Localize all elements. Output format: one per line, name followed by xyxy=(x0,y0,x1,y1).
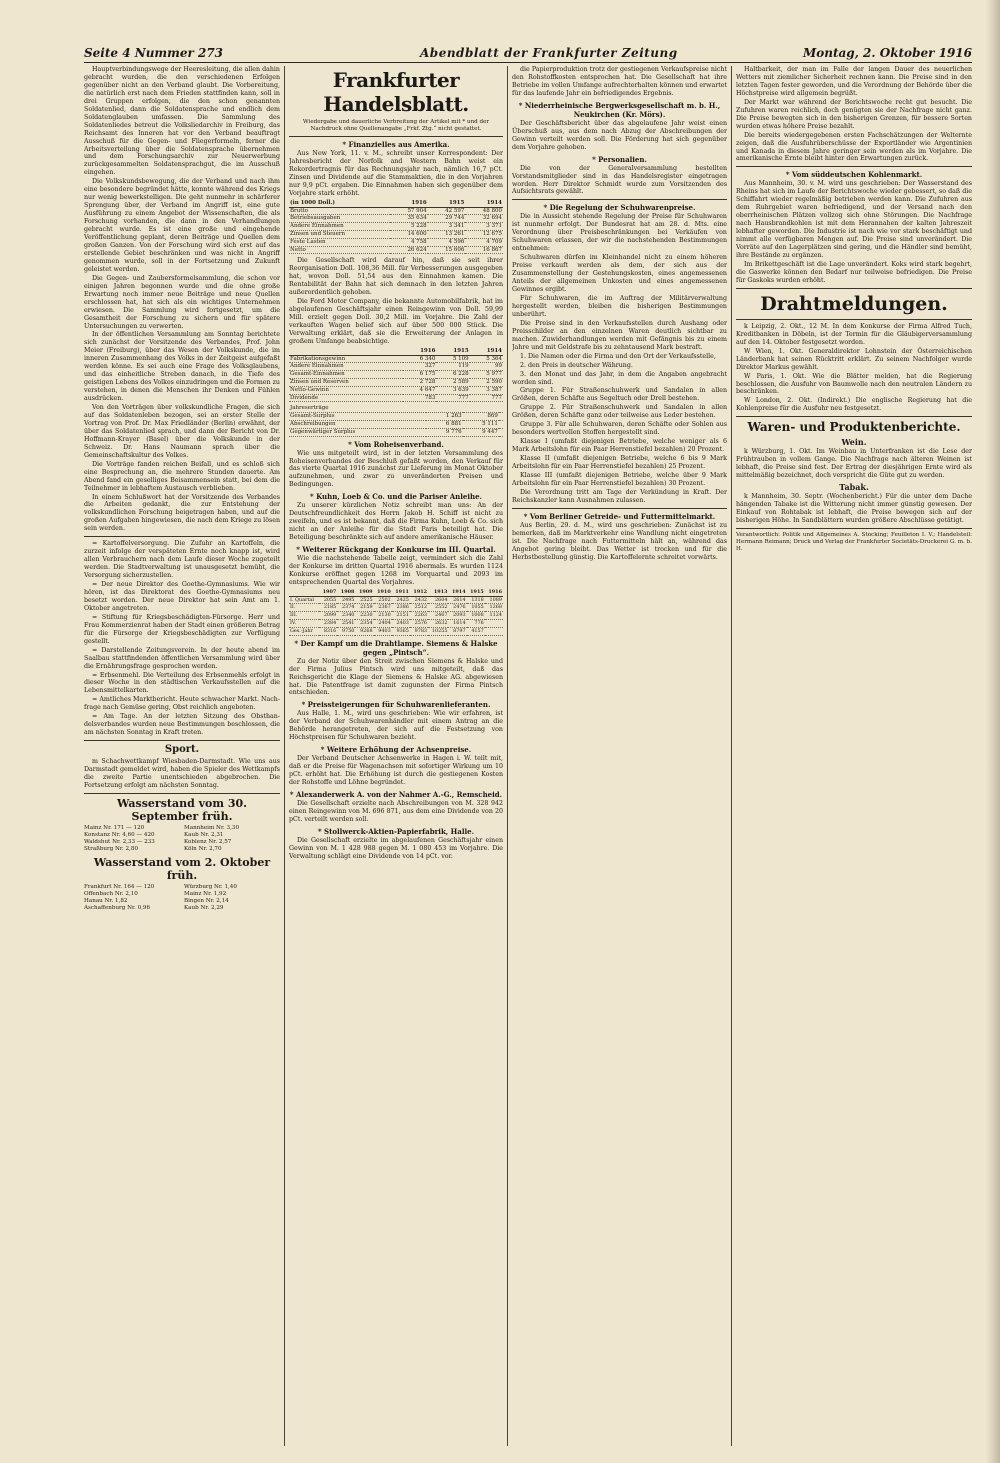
table-cell: 10255 xyxy=(428,627,448,635)
table-header-cell: 1911 xyxy=(392,589,410,596)
wire-report: k Leipzig, 2. Okt., 12 M. In dem Konkurse der Firma Alfred Tuch, Kreditbanken in Döbeln, ist der Termin für die Gläubigerversammlung auf den 14. Oktober festgesetzt worden. xyxy=(736,322,972,346)
article-title: * Vom Roheisenverband. xyxy=(348,439,444,449)
table-cell: 3 639 xyxy=(436,386,469,394)
table-cell: 777 xyxy=(436,394,469,402)
table-header-cell: 1913 xyxy=(428,589,448,596)
table-cell: II. xyxy=(289,604,319,612)
divider xyxy=(736,166,972,167)
table-row xyxy=(289,386,503,394)
scan-edge-shadow xyxy=(986,0,1000,1463)
article-title: * Personalien. xyxy=(592,154,647,164)
table-cell: Gegenwärtiger Surplus xyxy=(289,428,426,436)
water-row: Koblenz Nr. 2,57 xyxy=(184,838,232,845)
table-cell: 2159 xyxy=(355,604,373,612)
article-text: die Papierproduktion trotz der gestiegenen Verkaufspreise nicht den Rohstoffkosten entsprochen hat. Die Gesellschaft hat ihre Betriebe im vollen Umfange aufrechterhalten können und erwartet für das laufende Jahr ein befriedigendes Ergebnis. xyxy=(512,66,727,97)
table-cell: 4 758 xyxy=(390,238,428,246)
table-cell: 2632 xyxy=(428,620,448,628)
article-text: Die von der Generalversammlung bestellten Vorstandsmitglieder sind in das Handelsregister eingetragen worden. Herr Direktor Schmidt wurde zum Vorsitzenden des Aufsichtsrats gewählt. xyxy=(512,164,727,196)
local-note: = Stiftung für Kriegsbeschädigten-Fürsorge. Herr und Frau Kommerzienrat haben der Stadt einen größeren Betrag für die Fürsorge der Kriegsbeschädigten zur Verfügung gestellt. xyxy=(84,613,280,645)
table-cell: 57 904 xyxy=(390,207,428,215)
table-cell: I. Quartal xyxy=(289,596,319,604)
table-cell: 9365 xyxy=(392,627,410,635)
table-cell xyxy=(499,413,503,421)
table-cell: 2185 xyxy=(319,604,337,612)
water-row: Aschaffenburg Nr. 0,96 xyxy=(84,904,151,911)
col1-paragraph: Die Volkskundsbewegung, die der Verband und nach ihm eine besondere begründet hätte, konnte während des Kriegs nur wenig bewerkstelligen. Die geht nunmehr in schärferer Sprengung über, der Verband im Angriff ist, eine gute Ausführung zu einem Angebot der Wissenschaften, die als Forschung vorhanden, die dann in den Verhandlungen gebracht wurde. Es ist eine große und eingehende Veröffentlichung geplant, deren Beiträge und Quellen dem großen Ganzen. Von der Forschung wird sich erst auf das erstellende Gebiet beschränken und was nicht in Angriff genommen wurde, soll in der Fortsetzung und Zukunft geleistet werden. xyxy=(84,178,280,273)
subsection-wein: Wein. xyxy=(841,437,867,448)
table-cell: 119 xyxy=(436,363,469,371)
divider xyxy=(84,740,280,741)
table-cell: 5 977 xyxy=(470,371,503,379)
water-row: Konstanz Nr. 4,60 — 420 xyxy=(84,831,155,838)
subsection-tabak: Tabak. xyxy=(839,482,869,493)
market-report: k Mannheim, 30. Septr. (Wochenbericht.) Für die unter dem Dache hängenden Tabake ist die Witterung nicht immer günstig gewesen. Der Einkauf von Rohtabak ist lebhaft, die Preise bewegen sich auf der bisherigen Höhe. In Sandblättern wurden größere Abschlüsse getätigt. xyxy=(736,493,972,524)
table-row xyxy=(289,215,503,223)
table-header-cell: 1907 xyxy=(319,589,337,596)
article-text: Die Gesellschaft erzielte im abgelaufenen Geschäftsjahr einen Gewinn von M. 1 428 988 gegen M. 1 080 453 im Vorjahre. Die Verwaltung schlägt eine Dividende von 14 pCt. vor. xyxy=(289,836,503,860)
regulation-item: Klasse II (umfaßt diejenigen Betriebe, welche 6 bis 9 Mark Arbeitslohn für ein Paar Herrenstiefel bezahlen) 25 Prozent. xyxy=(512,455,727,471)
divider xyxy=(736,288,972,289)
table-cell: 15 606 xyxy=(428,246,466,254)
table-cell: 2541 xyxy=(337,620,355,628)
divider xyxy=(512,199,727,200)
table-header-cell: 1915 xyxy=(467,589,485,596)
table-cell: Zinsen und Steuern xyxy=(289,230,390,238)
wire-report: W London, 2. Okt. (Indirekt.) Die englische Regierung hat die Kohlenpreise für die Ausfuhr neu festgesetzt. xyxy=(736,397,972,413)
table-header-cell: 1916 xyxy=(390,200,428,207)
article-title: * Weitere Erhöhung der Achsenpreise. xyxy=(320,745,472,755)
table-cell xyxy=(499,405,503,412)
table-cell: 1089 xyxy=(485,596,503,604)
article-text: Die Gesellschaft erzielte nach Abschreibungen von M. 328 942 einen Reingewinn von M. 696 871, aus dem eine Dividende von 20 pCt. verteilt werden soll. xyxy=(289,800,503,823)
table-cell: 2476 xyxy=(448,604,466,612)
table-cell xyxy=(426,405,462,412)
water-row: Offenbach Nr. 2,10 xyxy=(84,890,138,897)
table-row xyxy=(289,246,503,254)
table-cell: Gesamt-Einnahmen xyxy=(289,371,403,379)
table-cell: Abschreibungen xyxy=(289,420,426,428)
article-text: Aus Mannheim, 30. v. M. wird uns geschrieben: Der Wasserstand des Rheins hat sich im Laufe der Berichtswoche wieder gebessert, so daß die Schiffahrt wieder regelmäßig betrieben werden kann. Die Zufuhren aus dem Ruhrgebiet waren befriedigend, und der Versand nach den oberrheinischen Plätzen vollzog sich ohne Störungen. Die Nachfrage nach Hausbrandkohlen ist mit dem Herannahen der kalten Jahreszeit lebhafter geworden. Die Industrie ist nach wie vor stark beschäftigt und nimmt alle verfügbaren Mengen auf. Die Preise sind unverändert. Die Vorräte auf den Lagerplätzen sind gering, und die Händler sind bemüht, ihre Bestände zu ergänzen. xyxy=(736,180,972,260)
table-row xyxy=(289,596,503,604)
table-cell: 2512 xyxy=(410,604,428,612)
table-cell: 5 364 xyxy=(470,355,503,363)
table-row xyxy=(289,371,503,379)
table-header-cell: 1915 xyxy=(428,200,466,207)
table-cell: 2552 xyxy=(428,604,448,612)
section-subtitle: Wiedergabe und dauerliche Verbreitung der Artikel mit * und der Nachdruck ohne Quellenangabe „Frkf. Ztg.“ nicht gestattet. xyxy=(302,119,490,132)
table-header-cell xyxy=(289,589,319,596)
article-text: Aus New York, 11. v. M., schreibt unser Korrespondent: Der Jahresbericht der Norfolk and Western Bahn weist ein Rekordertragnis für das Rechnungsjahr nach, nämlich 16,7 pCt. Zinsen und Dividende auf die Stammaktien, die in den Vorjahren nur 9,9 pCt. ergaben. Die Einnahmen haben sich gegenüber dem Vorjahre stark erhöht. xyxy=(289,150,503,197)
column-2 xyxy=(289,66,503,1446)
table-cell: 2130 xyxy=(374,612,392,620)
table-row xyxy=(289,420,503,428)
divider xyxy=(84,793,280,794)
table-cell: 2 589 xyxy=(436,378,469,386)
table-cell: 4 709 xyxy=(465,238,503,246)
table-cell: 1318 xyxy=(467,596,485,604)
col1-paragraph: In einem Schlußwort hat der Vorsitzende des Verbandes die Arbeiten gedankt, die zur Entstehung der volkskundlichen Forschung beigetragen haben, und auf die großen Aufgaben hingewiesen, die nach dem Kriege zu lösen sein werden. xyxy=(84,493,280,533)
table-cell: 776 xyxy=(467,620,485,628)
article-text: Wie die nachstehende Tabelle zeigt, vermindert sich die Zahl der Konkurse im dritten Quartal 1916 abermals. Es wurden 1124 Konkurse eröffnet gegen 1268 im Vorquartal und 2093 im entsprechenden Quartal des Vorjahres. xyxy=(289,555,503,586)
table-cell: 2367 xyxy=(374,604,392,612)
table-header-cell: 1915 xyxy=(436,348,469,355)
wire-report: W Wien, 1. Okt. Generaldirektor Lohnstein der Österreichischen Länderbank hat seinen Rücktritt erklärt. Zu seinem Nachfolger wurde Direktor Markus gewählt. xyxy=(736,347,972,371)
article-title: * Kuhn, Loeb & Co. und die Pariser Anleihe. xyxy=(310,492,482,502)
table-cell: 9 776 xyxy=(426,428,462,436)
table-row xyxy=(289,413,503,421)
table-row xyxy=(289,378,503,386)
regulation-item: Für Schuhwaren, die im Auftrag der Militärverwaltung hergestellt werden, bleiben die bisherigen Bestimmungen unberührt. xyxy=(512,294,727,318)
article-title: * Preissteigerungen für Schuhwarenlieferanten. xyxy=(301,700,491,710)
col1-paragraph: Von den Vorträgen über volkskundliche Fragen, die sich auf das Soldatenleben bezogen, sei an erster Stelle der Vortrag von Prof. Dr. Max Friedländer (Berlin) erwähnt, der über das Soldatenlied sprach, und dann der Bericht von Dr. Hoffmann-Krayer (Basel) über die Volkskunde in der Schweiz. Dr. Hans Naumann sprach über die Gemeinschaftskultur des Volkes. xyxy=(84,404,280,459)
table-row xyxy=(289,238,503,246)
wire-report: W Paris, 1. Okt. Wie die Blätter melden, hat die Regierung beschlossen, die Ausfuhr von Baumwolle nach den neutralen Ländern zu beschränken. xyxy=(736,372,972,396)
table-cell: 1268 xyxy=(485,604,503,612)
local-note: = Der neue Direktor des Goethe-Gymnasiums. Wie wir hören, ist das Direktorat des Goethe-Gymnasiums neu besetzt worden. Der neue Direktor hat sein Amt am 1. Oktober angetreten. xyxy=(84,581,280,612)
divider xyxy=(84,536,280,537)
table-header-cell xyxy=(289,348,403,355)
financial-table xyxy=(289,405,503,436)
table-cell: 12 675 xyxy=(465,230,503,238)
table-cell: 2525 xyxy=(355,596,373,604)
table-cell: Netto-Gewinn xyxy=(289,386,403,394)
table-cell xyxy=(485,620,503,628)
table-cell: 2230 xyxy=(355,612,373,620)
table-cell: 1614 xyxy=(448,620,466,628)
article-title: * Vom süddeutschen Kohlenmarkt. xyxy=(785,170,923,180)
table-header-cell: (in 1000 Doll.) xyxy=(289,200,390,207)
table-cell: 2495 xyxy=(337,596,355,604)
col1-paragraph: Die Gegen- und Zaubersformelsammlung, die schon vor einigen Jahren begonnen wurde und die ohne große Erwartung noch immer neue Beiträge und neue Quellen erschlossen hat, hat sich als ein wichtiges Unternehmen erwiesen. Die Sammlung wird fortgesetzt, um die Gesamtheit der Forschung zu sichern und für spätere Untersuchungen zu verwerten. xyxy=(84,274,280,330)
table-cell: 2340 xyxy=(337,612,355,620)
water-level-heading-2: Wasserstand vom 2. Oktober früh. xyxy=(93,855,271,882)
table-cell: Betriebsausgaben xyxy=(289,215,390,223)
table-cell xyxy=(499,428,503,436)
article-text: Im Brikettgeschäft ist die Lage unverändert. Koks wird stark begehrt, die Gaswerke können den Bedarf nur teilweise befriedigen. Die Preise für Gaskoks wurden erhöht. xyxy=(736,260,972,284)
table-cell: Brutto xyxy=(289,207,390,215)
column-1 xyxy=(84,66,280,1446)
regulation-item: Klasse III (umfaßt diejenigen Betriebe, welche über 9 Mark Arbeitslohn für ein Paar Herrenstiefel bezahlen) 30 Prozent. xyxy=(512,471,727,487)
table-header-cell: 1916 xyxy=(485,589,503,596)
table-row xyxy=(289,355,503,363)
table-cell: 2604 xyxy=(428,596,448,604)
table-cell: 2467 xyxy=(428,612,448,620)
table-cell: 9750 xyxy=(337,627,355,635)
column-rule-3 xyxy=(731,66,732,1446)
table-row xyxy=(289,223,503,231)
table-cell: 2055 xyxy=(319,596,337,604)
table-cell: 2151 xyxy=(392,612,410,620)
local-note: = Erbsenmehl. Die Verteilung des Erbsenmehls erfolgt in dieser Woche in den städtischen Verkaufsstellen auf die Lebensmittelkarten. xyxy=(84,671,280,695)
table-cell: 2384 xyxy=(319,620,337,628)
table-cell: 2386 xyxy=(392,604,410,612)
table-cell: 3 371 xyxy=(465,223,503,231)
water-row: Kaub Nr. 2,31 xyxy=(184,831,224,838)
section-title-drahtmeldungen: Drahtmeldungen. xyxy=(760,292,948,315)
water-row: Bingen Nr. 2,14 xyxy=(184,897,229,904)
table-cell xyxy=(499,420,503,428)
article-text: Der Verband Deutscher Achsenwerke in Hagen i. W. teilt mit, daß er die Preise für Wagenachsen mit sofortiger Wirkung um 10 pCt. erhöht hat. Die Erhöhung ist durch die gestiegenen Kosten der Rohstoffe und Löhne begründet. xyxy=(289,755,503,787)
local-note: = Amtliches Marktbericht. Heute schwacher Markt. Nachfrage nach Gemüse gering, Obst reichlich angeboten. xyxy=(84,696,280,712)
table-cell: III. xyxy=(289,612,319,620)
article-text: Zu der Notiz über den Streit zwischen Siemens & Halske und der Firma Julius Pintsch wird uns mitgeteilt, daß das Reichsgericht die Klage der Siemens & Halske AG. abgewiesen hat. Die Patentfrage ist damit zugunsten der Firma Pintsch entschieden. xyxy=(289,657,503,697)
table-row xyxy=(289,604,503,612)
article-title: * Der Kampf um die Drahtlampe. Siemens & Halske gegen „Pintsch“. xyxy=(294,638,498,657)
table-cell: 777 xyxy=(470,394,503,402)
table-header-cell: 1908 xyxy=(337,589,355,596)
sport-text: m Schachwettkampf Wiesbaden-Darmstadt. Wie uns aus Darmstadt gemeldet wird, haben die Spieler des Wettkampfs die zweite Partie unentschieden abgebrochen. Die Fortsetzung erfolgt am nächsten Sonntag. xyxy=(84,758,280,790)
table-header-cell: 1914 xyxy=(448,589,466,596)
table-cell: 9 447 xyxy=(463,428,499,436)
article-text: Aus Halle, 1. M., wird uns geschrieben: Wie wir erfahren, ist der Verband der Schuhwarenhändler mit einem Antrag an die Behörde herangetreten, der sich auf die Festsetzung von Höchstpreisen für Schuhwaren bezieht. xyxy=(289,710,503,742)
table-cell: 2 728 xyxy=(403,378,436,386)
water-level-heading-1: Wasserstand vom 30. September früh. xyxy=(117,796,247,823)
table-cell: Feste Lasten xyxy=(289,238,390,246)
table-row xyxy=(289,428,503,436)
table-cell: 2 590 xyxy=(470,378,503,386)
table-cell: 14 600 xyxy=(390,230,428,238)
article-title: * Alexanderwerk A. von der Nahmer A.-G., Remscheid. xyxy=(289,790,503,800)
col1-paragraph: Hauptverbindungswege der Heeresleitung, die allen dahin gebracht wurden, die den verschiedenen Erfolgen gegenüber nicht an den Verband glaubt. Die Vorbereitung, die natürlich erst nach dem Frieden stattfinden kann, soll in drei Gruppen erfolgen, die den schon genannten Soldatenlied, dann die Soldatensprache und endlich dem Soldatenglauben umfassen. Die Sammlung des Soldatenliedes betreut die Volksliedarchiv in Freiburg, das Reichsamt des Inneren hat vor den Verband beauftragt Ausschuß für die Gegen- und Fliegerformeln, ferner die Arbeitsverteilung über die Soldatensprache übernehmen und dem Forschungsarchiv zur Neuerwerbung zurückgesammelten Soldatensprachgut, die im Ausschuß eingehen. xyxy=(84,66,280,177)
water-level-table-1 xyxy=(84,825,280,853)
table-cell: 2099 xyxy=(319,612,337,620)
table-cell: 2614 xyxy=(448,596,466,604)
table-cell: 6 228 xyxy=(436,371,469,379)
table-cell: Andere Einnahmen xyxy=(289,223,390,231)
table-header-cell: 1910 xyxy=(374,589,392,596)
local-note: = Kartoffelversorgung. Die Zufuhr an Kartoffeln, die zurzeit infolge der verspäteten Ernte noch knapp ist, wird allen Verbrauchern nach dem Laufe dieser Woche zugeteilt werden. Die Stadtverwaltung ist unausgesetzt bemüht, die Versorgung sicherzustellen. xyxy=(84,540,280,580)
table-cell: 6 175 xyxy=(403,371,436,379)
market-report: k Würzburg, 1. Okt. Im Weinbau in Unterfranken ist die Lese der Frühtrauben in vollem Gange. Die Nachfrage nach älteren Weinen ist lebhaft, die Preise sind fest. Der Ertrag der diesjährigen Ernte wird als mittelmäßig bezeichnet, doch verspricht die Güte gut zu werden. xyxy=(736,448,972,480)
table-header-row xyxy=(289,200,503,207)
article-text: Der Geschäftsbericht über das abgelaufene Jahr weist einen Überschuß aus, aus dem nach Abzug der Abschreibungen der Gewinn verteilt werden soll. Die Förderung hat sich gegenüber dem Vorjahre gehoben. xyxy=(512,119,727,151)
imprint: Verantwortlich: Politik und Allgemeines A. Stocking; Feuilleton I. V.; Handelsteil: Hermann Reimann; Druck und Verlag der Frankfurter Societäts-Druckerei G. m. b. H. xyxy=(736,531,972,552)
table-cell: 32 694 xyxy=(465,215,503,223)
table-cell: 5 111 xyxy=(463,420,499,428)
table-cell xyxy=(485,627,503,635)
table-row xyxy=(289,363,503,371)
col1-paragraph: Die Vorträge fanden reichen Beifall, und es schloß sich eine Besprechung an, die mehrere Stunden dauerte. Am Abend fand ein geselliges Beisammensein statt, bei dem die Teilnehmer in lebhaftem Austausch verblieben. xyxy=(84,460,280,492)
table-cell: 2354 xyxy=(355,620,373,628)
table-cell: 783 xyxy=(403,394,436,402)
water-level-table-2 xyxy=(84,884,280,912)
table-cell: Dividende xyxy=(289,394,403,402)
table-row xyxy=(289,394,503,402)
table-cell: 1 263 xyxy=(426,413,462,421)
table-cell: 327 xyxy=(403,363,436,371)
table-cell: 6 881 xyxy=(426,420,462,428)
divider xyxy=(736,528,972,529)
table-cell: 42 597 xyxy=(428,207,466,215)
water-row: Waldshut Nr. 2,33 — 233 xyxy=(84,838,155,845)
table-cell: 99 xyxy=(470,363,503,371)
local-note: = Darstellende Zeitungsverein. In der heute abend im Saalbau stattfindenden öffentlichen Versammlung wird über die Ernährungsfrage gesprochen werden. xyxy=(84,646,280,670)
regulation-item: Schuhwaren dürfen im Kleinhandel nicht zu einem höheren Preise verkauft werden als dem, der sich aus der Zusammenstellung der Gestehungskosten, eines angemessenen Anteils der allgemeinen Unkosten und eines angemessenen Gewinnes ergibt. xyxy=(512,254,727,294)
water-row: Würzburg Nr. 1,40 xyxy=(184,883,237,890)
divider xyxy=(289,136,503,137)
water-row: Straßburg Nr. 2,80 xyxy=(84,845,139,852)
article-text: Die in Aussicht stehende Regelung der Preise für Schuhwaren ist nunmehr erfolgt. Der Bundesrat hat am 28. d. Mts. eine Verordnung über Preisbeschränkungen bei Verkäufen von Schuhwaren erlassen, der wir die nachstehenden Bestimmungen entnehmen: xyxy=(512,213,727,253)
regulation-item: 3. den Monat und das Jahr, in dem die Angaben angebracht worden sind. xyxy=(512,370,727,386)
article-title: * Finanzielles aus Amerika. xyxy=(342,140,450,149)
table-cell: Netto xyxy=(289,246,390,254)
table-row xyxy=(289,405,503,412)
table-cell: 2576 xyxy=(410,620,428,628)
local-note: = Am Tage. An der letzten Sitzung des Obsthandelsverbandes wurden neue Bestimmungen beschlossen, die am nächsten Sonntag in Kraft treten. xyxy=(84,713,280,737)
table-cell: 2263 xyxy=(410,612,428,620)
table-cell: Fabrikationsgewinn xyxy=(289,355,403,363)
article-title: * Vom Berliner Getreide- und Futtermittelmarkt. xyxy=(523,511,716,521)
article-text: Wie uns mitgeteilt wird, ist in der letzten Versammlung des Roheisenverbandes der Beschluß gefaßt worden, den Verkauf für das vierte Quartal 1916 zunächst zur Lieferung im Monat Oktober aufzunehmen, und zwar zu unveränderten Preisen und Bedingungen. xyxy=(289,449,503,489)
water-row: Köln Nr. 2,70 xyxy=(184,845,222,852)
article-text: Die bereits wiedergegebenen ersten Fachschätzungen der Welternte zeigen, daß die Ausfuhrüberschüsse der Exportländer wie Argentinien und Kanada in diesem Jahre geringer sein werden als im Vorjahre. Die amerikanische Ernte bleibt hinter den Erwartungen zurück. xyxy=(736,131,972,163)
table-header-row xyxy=(289,348,503,355)
table-header-cell: 1914 xyxy=(470,348,503,355)
table-cell: 2403 xyxy=(392,620,410,628)
regulation-item: Die Preise sind in den Verkaufsstellen durch Aushang oder Preisschilder an den einzelnen Waren deutlich sichtbar zu machen. Zuwiderhandlungen werden mit Gefängnis bis zu einem Jahre und mit Geldstrafe bis zu zehntausend Mark bestraft. xyxy=(512,319,727,351)
table-row xyxy=(289,620,503,628)
table-cell: 1055 xyxy=(467,604,485,612)
table-cell: 2093 xyxy=(448,612,466,620)
article-title: * Niederrheinische Bergwerksgesellschaft m. b. H., Neukirchen (Kr. Mörs). xyxy=(518,100,721,119)
divider xyxy=(736,319,972,320)
divider xyxy=(736,416,972,417)
table-header-cell: 1916 xyxy=(403,348,436,355)
water-row: Kaub Nr. 2,29 xyxy=(184,904,224,911)
article-text: Die Ford Motor Company, die bekannte Automobilfabrik, hat im abgelaufenen Geschäftsjahr einen Reingewinn von Doll. 59,99 Mill. erzielt gegen Doll. 30,2 Mill. im Vorjahre. Die Zahl der verkauften Wagen belief sich auf über 500 000 Stück. Die Verwaltung erklärt, daß sie die Erweiterung der Anlagen in großem Umfange beabsichtige. xyxy=(289,298,503,345)
article-text: Die Gesellschaft wird darauf hin, daß sie seit ihrer Reorganisation Doll. 108,36 Mill. für Verbesserungen ausgegeben hat, wovon Doll. 51,54 aus den Einnahmen kamen. Die Rentabilität der Bahn hat sich demnach in den letzten Jahren außerordentlich gehoben. xyxy=(289,257,503,297)
column-rule-1 xyxy=(284,66,285,1446)
financial-table xyxy=(289,348,503,403)
regulation-item: 2. den Preis in deutscher Währung. xyxy=(520,361,633,369)
sport-heading: Sport. xyxy=(164,744,200,756)
water-row: Mainz Nr. 171 — 120 xyxy=(84,824,145,831)
table-cell: Zinsen und Reserven xyxy=(289,378,403,386)
article-title: * Stollwerck-Aktien-Papierfabrik, Halle. xyxy=(317,826,475,836)
regulation-item: Gruppe 2. Für Straßenschuhwerk und Sandalen in allen Größen, deren Schäfte ganz oder teilweise aus Leder bestehen. xyxy=(512,404,727,420)
table-cell: 2404 xyxy=(374,620,392,628)
table-row xyxy=(289,612,503,620)
column-4 xyxy=(736,66,972,1446)
table-cell: 2502 xyxy=(374,596,392,604)
article-text: Haltbarkeit, der man im Falle der langen Dauer des neuerlichen Wetters mit ziemlicher Sicherheit rechnen kann. Die Preise sind in den letzten Tagen fester geworden, und die Verordnung der Behörde über die Höchstpreise wird allgemein begrüßt. xyxy=(736,66,972,97)
water-row: Hanau Nr. 1,82 xyxy=(84,897,128,904)
table-cell: 26 624 xyxy=(390,246,428,254)
masthead: Abendblatt der Frankfurter Zeitung xyxy=(420,46,678,60)
table-cell: IV. xyxy=(289,620,319,628)
table-cell: 869 xyxy=(463,413,499,421)
table-cell: 9403 xyxy=(374,627,392,635)
table-header-cell: 1914 xyxy=(465,200,503,207)
table-cell: 29 744 xyxy=(428,215,466,223)
table-cell: 9783 xyxy=(410,627,428,635)
table-cell: 35 634 xyxy=(390,215,428,223)
table-cell: 2425 xyxy=(392,596,410,604)
table-cell: Ges.-Jahr xyxy=(289,627,319,635)
page-header xyxy=(84,46,972,63)
table-cell: 16 867 xyxy=(465,246,503,254)
table-cell: 4 596 xyxy=(428,238,466,246)
issue-date: Montag, 2. Oktober 1916 xyxy=(802,46,972,60)
table-cell: 13 261 xyxy=(428,230,466,238)
water-row: Mainz Nr. 1,92 xyxy=(184,890,227,897)
article-text: Aus Berlin, 29. d. M., wird uns geschrieben: Zunächst ist zu bemerken, daß im Marktverkehr eine Wandlung nicht eingetreten ist. Die Nachfrage nach Futtermitteln hält an, während das Angebot gering bleibt. Das Wetter ist trocken und für die Herbstbestellung günstig. Die Kartoffelernte schreitet vorwärts. xyxy=(512,521,727,561)
table-cell: 2374 xyxy=(337,604,355,612)
table-cell: 6 340 xyxy=(403,355,436,363)
article-text: Zu unserer kürzlichen Notiz schreibt man uns: An der Deutschfreundlichkeit des Herrn Jakob H. Schiff ist nicht zu zweifeln, und es ist bekannt, daß die Firma Kuhn, Loeb & Co. sich nicht an der Anleihe für die Stadt Paris beteiligt hat. Die Beteiligung beschränkte sich auf andere amerikanische Häuser. xyxy=(289,502,503,542)
table-cell: 4157 xyxy=(467,627,485,635)
water-row: Frankfurt Nr. 164 — 120 xyxy=(84,883,155,890)
table-cell xyxy=(463,405,499,412)
table-cell: 48 800 xyxy=(465,207,503,215)
article-title: * Die Regelung der Schuhwarenpreise. xyxy=(543,203,696,213)
divider xyxy=(512,508,727,509)
article-title: * Weiterer Rückgang der Konkurse im III. Quartal. xyxy=(296,545,496,555)
regulation-item: Gruppe 3. Für alle Schuhwaren, deren Schäfte oder Sohlen aus besonders wertvollen Stoffen hergestellt sind. xyxy=(512,421,727,437)
table-cell: Andere Einnahmen xyxy=(289,363,403,371)
table-cell: 3 341 xyxy=(428,223,466,231)
table-cell: Jahreserträge xyxy=(289,405,426,412)
table-cell: Gesamt-Surplus xyxy=(289,413,426,421)
article-text: Der Markt war während der Berichtswoche recht gut besucht. Die Zufuhren waren reichlich, doch genügten sie der Nachfrage nicht ganz. Die Preise bewegten sich in den bisherigen Grenzen, für bessere Sorten wurden etwas höhere Preise bezahlt. xyxy=(736,98,972,130)
table-header-row xyxy=(289,589,503,596)
table-cell: 8316 xyxy=(319,627,337,635)
regulation-item: Klasse I (umfaßt diejenigen Betriebe, welche weniger als 6 Mark Arbeitslohn für ein Paar Herrenstiefel bezahlen) 20 Prozent. xyxy=(512,438,727,454)
regulation-item: Gruppe 1. Für Straßenschuhwerk und Sandalen in allen Größen, deren Schäfte aus Segeltuch oder Drell bestehen. xyxy=(512,387,727,403)
table-cell: 4 647 xyxy=(403,386,436,394)
regulation-item: 1. Die Namen oder die Firma und den Ort der Verkaufsstelle, xyxy=(520,352,716,360)
table-cell: 2432 xyxy=(410,596,428,604)
column-3 xyxy=(512,66,727,1446)
table-row xyxy=(289,207,503,215)
table-header-cell: 1909 xyxy=(355,589,373,596)
table-cell: 9268 xyxy=(355,627,373,635)
table-cell: 5 109 xyxy=(436,355,469,363)
section-title-waren: Waren- und Produktenberichte. xyxy=(747,420,961,435)
financial-table xyxy=(289,200,503,255)
page-number: Seite 4 Nummer 273 xyxy=(84,46,224,60)
table-cell: 1008 xyxy=(467,612,485,620)
col1-paragraph: In der öffentlichen Versammlung am Sonntag berichtete sich zunächst der Vorsitzende des Verbandes, Prof. John Meier (Freiburg), über das Wesen der Volkskunde, die im inneren Zusammenhang des Volks in der Zeitgeist aufgefaßt werden könne. Es sei auch eine Frage des Volksglaubens, und das einheitliche Streben danach, in die Tiefe des geistigen Lebens des Volkes einzudringen und die Formen zu verstehen, in denen die Menschen ihr Denken und Fühlen ausdrücken. xyxy=(84,331,280,403)
water-row: Mannheim Nr. 3,30 xyxy=(184,824,240,831)
table-cell: 1124 xyxy=(485,612,503,620)
table-row xyxy=(289,230,503,238)
section-title: Frankfurter Handelsblatt. xyxy=(323,68,469,116)
regulation-item: Die Verordnung tritt am Tage der Verkündung in Kraft. Der Reichskanzler kann Ausnahmen zulassen. xyxy=(512,488,727,504)
table-row xyxy=(289,627,503,635)
column-rule-2 xyxy=(507,66,508,1446)
table-cell: 5 228 xyxy=(390,223,428,231)
table-cell: 3 387 xyxy=(470,386,503,394)
bankruptcy-table xyxy=(289,589,503,636)
table-header-cell: 1912 xyxy=(410,589,428,596)
table-cell: 8797 xyxy=(448,627,466,635)
